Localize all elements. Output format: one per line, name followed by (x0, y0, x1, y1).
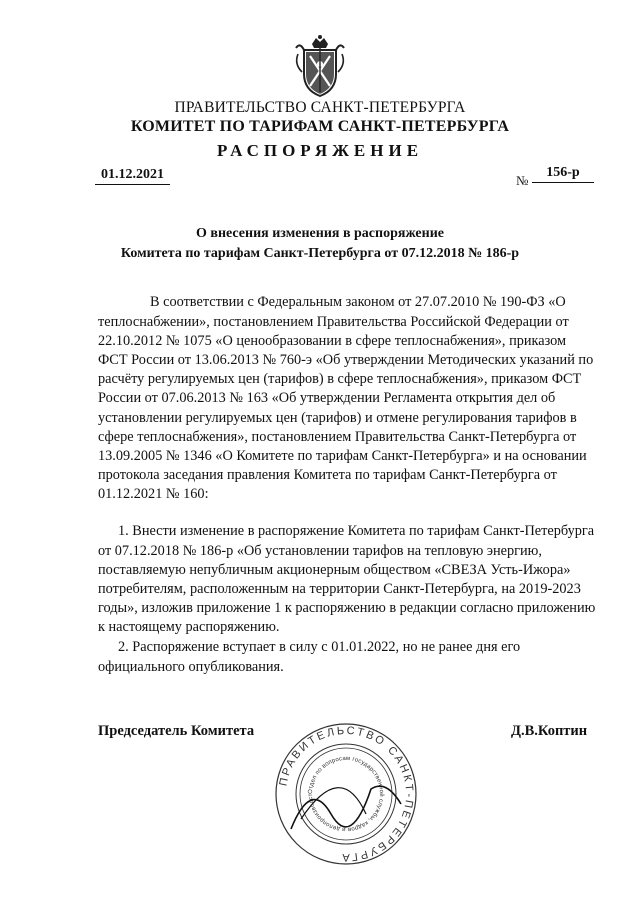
seal-outer-text: ПРАВИТЕЛЬСТВО САНКТ-ПЕТЕРБУРГА (277, 724, 416, 864)
document-type: РАСПОРЯЖЕНИЕ (216, 141, 424, 160)
item-2-paragraph: 2. Распоряжение вступает в силу с 01.01.2022, но не ранее дня его официального опубликования. (98, 639, 521, 675)
signer-title: Председатель Комитета (98, 723, 255, 739)
document-subject (0, 224, 640, 264)
preamble-paragraph: В соответствии с Федеральным законом от 27.07.2010 № 190-ФЗ «О теплоснабжении», постановлением Правительства Российской Федерации от 22.10.2012 № 1075 «О ценообразовании в сфере теплоснабжения», приказом ФСТ России от 13.06.2013 № 760-э «Об утверждении Методических указаний по расчёту регулируемых цен (тарифов) в сфере теплоснабжения», приказом ФСТ России от 07.06.2013 № 163 «Об утверждении Регламента открытия дел об установлении регулируемых цен (тарифов) и отмене регулирования тарифов в сфере теплоснабжения», постановлением Правительства Санкт-Петербурга от 13.09.2005 № 1346 «О Комитете по тарифам Санкт-Петербурга» и на основании протокола заседания правления Комитета по тарифам Санкт-Петербурга от 01.12.2021 № 160: (98, 294, 594, 503)
document-date: 01.12.2021 (95, 167, 170, 185)
official-seal-icon (271, 719, 421, 869)
government-name: ПРАВИТЕЛЬСТВО САНКТ-ПЕТЕРБУРГА (174, 99, 466, 116)
subject-line-2: Комитета по тарифам Санкт-Петербурга от 07.12.2018 № 186-р (120, 246, 520, 261)
subject-line-1: О внесения изменения в распоряжение (196, 226, 444, 241)
item-1-paragraph: 1. Внести изменение в распоряжение Комитета по тарифам Санкт-Петербурга от 07.12.2018 № 186-р «Об установлении тарифов на тепловую энергию, поставляемую непубличным акционерным обществом «СВЕЗА Усть-Ижора» потребителям, расположенным на территории Санкт-Петербурга, на 2019-2023 годы», изложив приложение 1 к распоряжению в редакции согласно приложению к настоящему распоряжению. (98, 523, 596, 636)
committee-name: КОМИТЕТ ПО ТАРИФАМ САНКТ-ПЕТЕРБУРГА (130, 118, 510, 135)
document-number: 156-р (532, 165, 594, 183)
number-sign: № (516, 173, 529, 188)
seal-inner-text: Отдел по вопросам государственной службы, кадров и делопроизводст (307, 755, 385, 833)
coat-of-arms-icon (292, 34, 348, 100)
signer-name: Д.В.Коптин (511, 723, 588, 739)
